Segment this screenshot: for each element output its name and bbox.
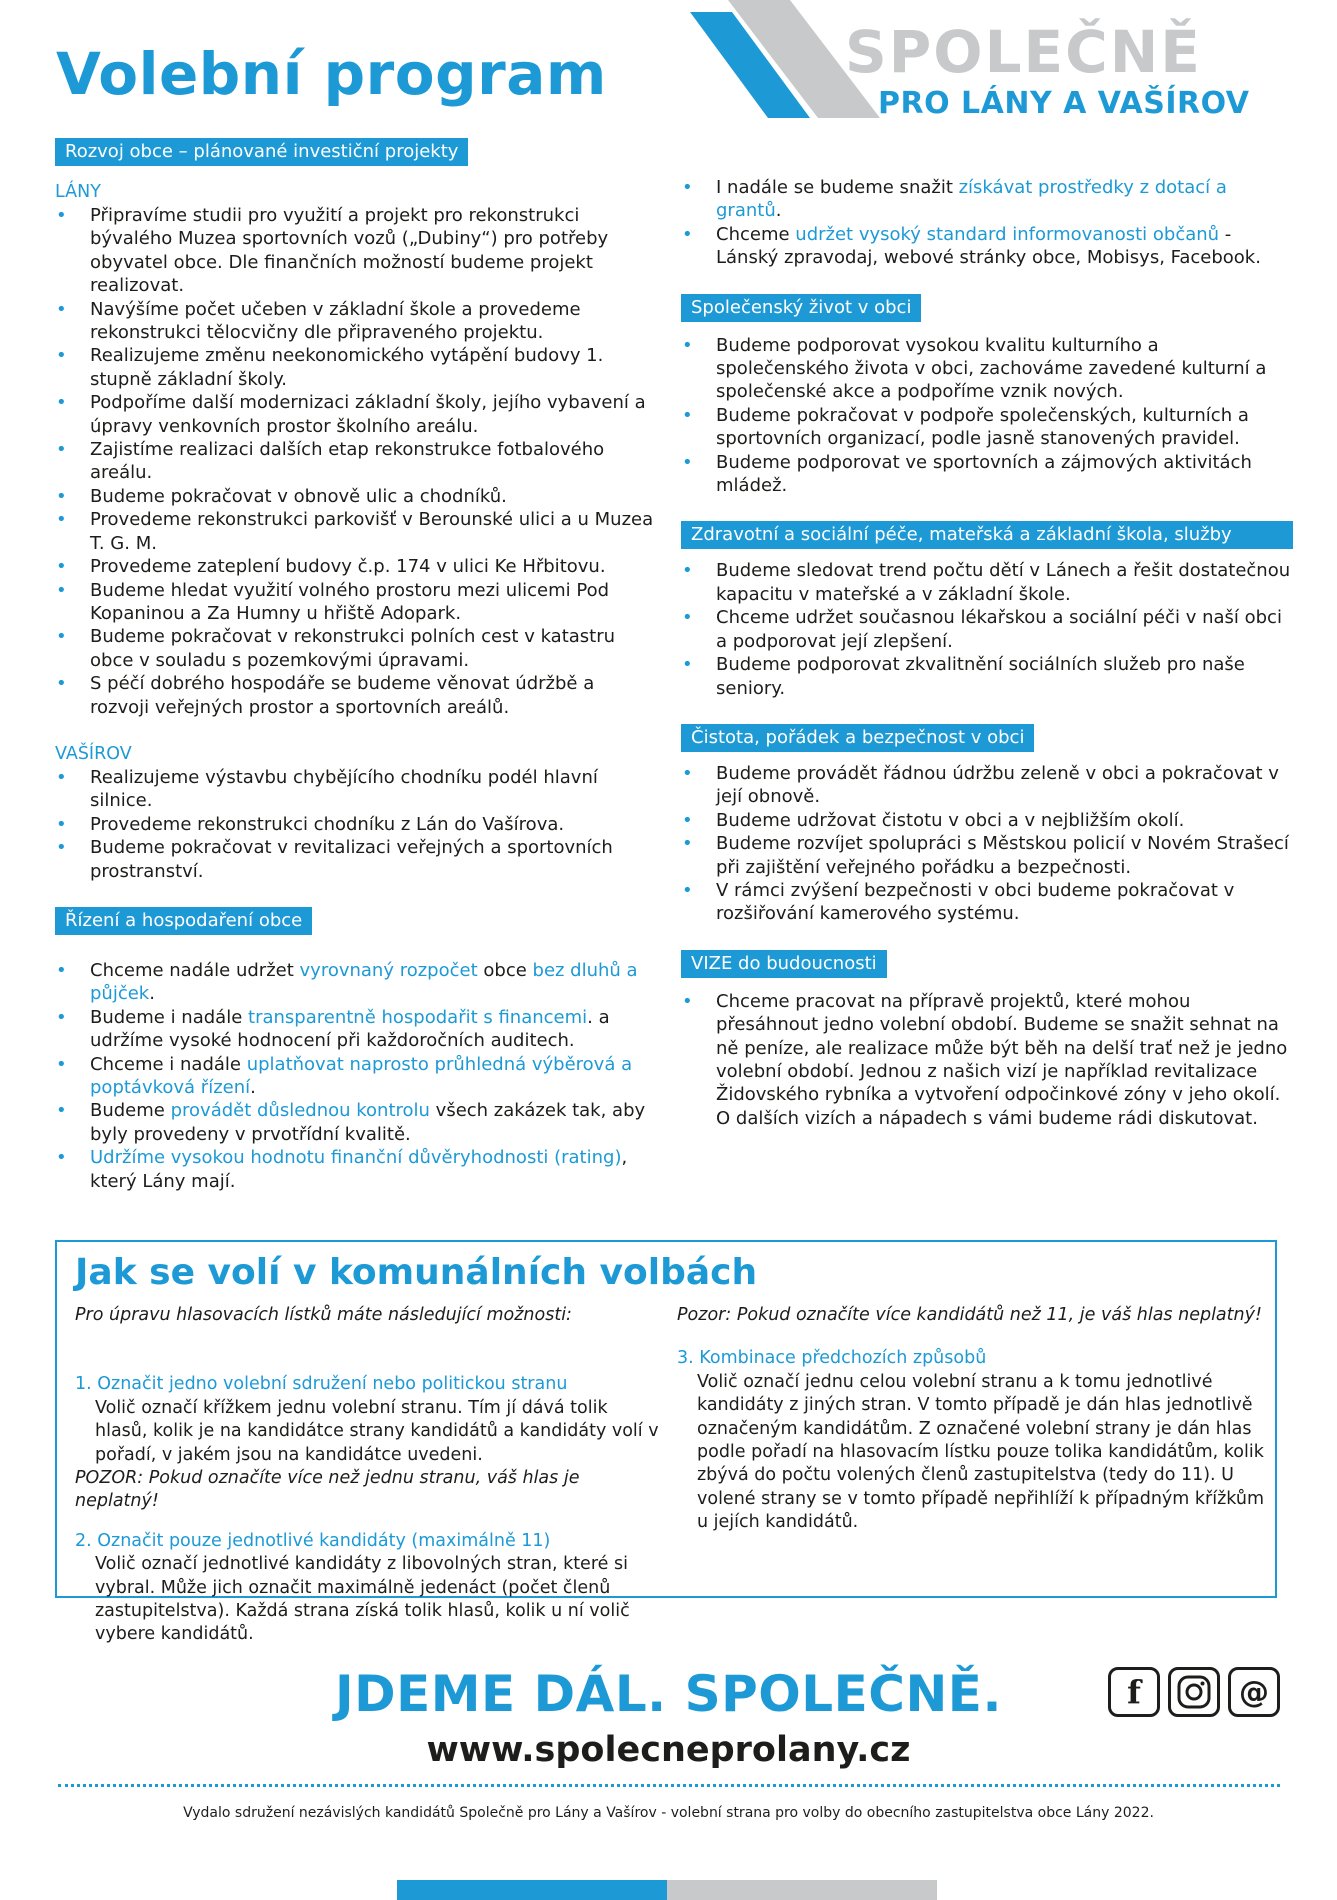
vision-list [681,990,1293,1130]
voting-box-left-column [75,1304,665,1647]
list-item: • Budeme pokračovat v rekonstrukci polních cest v katastru obce v souladu s pozemkovými úpravami. [55,625,655,672]
logo-text-sub: PRO LÁNY A VAŠÍROV [878,86,1250,121]
list-item: • Budeme provádět řádnou údržbu zeleně v obci a pokračovat v její obnově. [681,762,1293,809]
list-item: • Provedeme zateplení budovy č.p. 174 v ulici Ke Hřbitovu. [55,555,655,578]
list-item: • Budeme pokračovat v revitalizaci veřejných a sportovních prostranství. [55,836,655,883]
option-1-warning: POZOR: Pokud označíte více než jednu stranu, váš hlas je neplatný! [75,1468,580,1512]
list-item: • Budeme hledat využití volného prostoru mezi ulicemi Pod Kopaninou a Za Humny u hřiště Adopark. [55,579,655,626]
list-item: • Budeme provádět důslednou kontrolu všech zakázek tak, aby byly provedeny v prvotřídní kvalitě. [55,1099,655,1146]
divider [58,1784,1280,1787]
voting-intro: Pro úpravu hlasovacích lístků máte následující možnosti: [75,1305,572,1325]
website-link[interactable]: www.spolecneprolany.cz [426,1730,911,1770]
list-item: • V rámci zvýšení bezpečnosti v obci budeme pokračovat v rozšiřování kamerového systému. [681,879,1293,926]
option-3-text: Volič označí jednu celou volební stranu a k tomu jednotlivé kandidáty z jiných stran. V tomto případě je dán hlas jednotlivě označeným kandidátům. Z označené volební strany je dán hlas podle pořadí na hlasovacím lístku pouze tolika kandidátům, kolik zbývá do počtu volených členů zastupitelstva (tedy do 11). U volené strany se v tomto případě nepřihlíží k případným křížkům u jejích kandidátů. [697,1371,1264,1533]
voting-box-title: Jak se volí v komunálních volbách [75,1252,758,1293]
section-heading-health-care: Zdravotní a sociální péče, mateřská a základní škola, služby [681,521,1293,549]
slogan: JDEME DÁL. SPOLEČNĚ. [335,1665,1002,1723]
list-item: • Zajistíme realizaci dalších etap rekonstrukce fotbalového areálu. [55,438,655,485]
social-life-list [681,334,1293,498]
left-column [55,138,655,1193]
list-item: • Připravíme studii pro využití a projekt pro rekonstrukci bývalého Muzea sportovních vozů („Dubiny“) pro potřeby obyvatel obce. Dle finančních možností budeme projekt realizovat. [55,204,655,298]
location-label-lany: LÁNY [55,182,101,202]
list-item: • I nadále se budeme snažit získávat prostředky z dotací a grantů. [681,176,1293,223]
option-1-heading: 1. Označit jedno volební sdružení nebo politickou stranu [75,1374,568,1395]
list-item: • Budeme podporovat ve sportovních a zájmových aktivitách mládež. [681,451,1293,498]
voting-box-right-column [677,1304,1267,1535]
list-item: • Podpoříme další modernizaci základní školy, jejího vybavení a úpravy venkovních prostor školního areálu. [55,391,655,438]
list-item: • Budeme podporovat vysokou kvalitu kulturního a společenského života v obci, zachováme zavedené kulturní a společenské akce a podpoříme vznik nových. [681,334,1293,404]
option-1-text: Volič označí křížkem jednu volební stranu. Tím jí dává tolik hlasů, kolik je na kandidátce strany kandidátů a kandidáty volí v pořadí, v jakém jsou na kandidátce uvedeni. [95,1397,659,1465]
list-item: • Budeme sledovat trend počtu dětí v Lánech a řešit dostatečnou kapacitu v mateřské a v základní škole. [681,559,1293,606]
section-heading-management: Řízení a hospodaření obce [55,907,312,935]
page-title: Volební program [56,40,607,108]
list-item: • Chceme pracovat na přípravě projektů, které mohou přesáhnout jedno volební období. Budeme se snažit sehnat na ně peníze, ale realizace může být běh na delší trať než je jedno volební období. Jednou z našich vizí je například revitalizace Židovského rybníka a vytvoření odpočinkové zóny v jeho okolí. O dalších vizích a nápadech s vámi budeme rádi diskutovat. [681,990,1293,1130]
facebook-icon[interactable]: f [1108,1667,1160,1717]
logo-text-main: SPOLEČNĚ [845,18,1202,86]
section-heading-safety: Čistota, pořádek a bezpečnost v obci [681,724,1034,752]
management-list [55,959,655,1193]
location-label-vasirov: VAŠÍROV [55,743,132,764]
list-item: • Budeme pokračovat v podpoře společenských, kulturních a sportovních organizací, podle jasně stanovených pravidel. [681,404,1293,451]
option-2-warning: Pozor: Pokud označíte více kandidátů než 11, je váš hlas neplatný! [677,1305,1262,1325]
option-2-heading: 2. Označit pouze jednotlivé kandidáty (maximálně 11) [75,1530,551,1551]
vasirov-project-list [55,766,655,883]
instagram-icon[interactable] [1168,1667,1220,1717]
option-2-text: Volič označí jednotlivé kandidáty z libovolných stran, které si vybral. Může jich označit maximálně jedenáct (počet členů zastupitelstva). Každá strana získá tolik hlasů, kolik u ní volič vybere kandidátů. [95,1554,630,1645]
health-care-list [681,559,1293,699]
list-item: • Navýšíme počet učeben v základní škole a provedeme rekonstrukci tělocvičny dle připraveného projektu. [55,298,655,345]
list-item: • Budeme pokračovat v obnově ulic a chodníků. [55,485,655,508]
voting-info-box [55,1240,1277,1645]
list-item: • Chceme udržet současnou lékařskou a sociální péči v naší obci a podporovat její zlepšení. [681,606,1293,653]
section-heading-social-life: Společenský život v obci [681,294,921,322]
list-item: • S péčí dobrého hospodáře se budeme věnovat údržbě a rozvoji veřejných prostor a sportovních areálů. [55,672,655,719]
footer-bar-blue [397,1880,667,1900]
logo [690,0,1290,140]
list-item: • Chceme udržet vysoký standard informovanosti občanů - Lánský zpravodaj, webové stránky obce, Mobisys, Facebook. [681,223,1293,270]
list-item: • Realizujeme změnu neekonomického vytápění budovy 1. stupně základní školy. [55,344,655,391]
section-heading-vision: VIZE do budoucnosti [681,950,887,978]
right-column [681,176,1293,1130]
option-3-heading: 3. Kombinace předchozích způsobů [677,1348,987,1369]
social-icons [1108,1667,1280,1717]
list-item: • Provedeme rekonstrukci parkovišť v Berounské ulici a u Muzea T. G. M. [55,508,655,555]
list-item: • Budeme udržovat čistotu v obci a v nejbližším okolí. [681,809,1293,832]
list-item: • Chceme nadále udržet vyrovnaný rozpočet obce bez dluhů a půjček. [55,959,655,1006]
section-heading-development: Rozvoj obce – plánované investiční projekty [55,138,468,166]
list-item: • Udržíme vysokou hodnotu finanční důvěryhodnosti (rating), který Lány mají. [55,1146,655,1193]
email-icon[interactable]: @ [1228,1667,1280,1717]
lany-project-list [55,204,655,719]
list-item: • Chceme i nadále uplatňovat naprosto průhledná výběrová a poptávková řízení. [55,1053,655,1100]
list-item: • Budeme rozvíjet spolupráci s Městskou policií v Novém Strašecí při zajištění veřejného pořádku a bezpečnosti. [681,832,1293,879]
list-item: • Budeme podporovat zkvalitnění sociálních služeb pro naše seniory. [681,653,1293,700]
management-list-continued [681,176,1293,270]
safety-list [681,762,1293,926]
footer-bar-grey [667,1880,937,1900]
list-item: • Realizujeme výstavbu chybějícího chodníku podél hlavní silnice. [55,766,655,813]
publisher-footer: Vydalo sdružení nezávislých kandidátů Společně pro Lány a Vašírov - volební strana pro volby do obecního zastupitelstva obce Lány 2022. [183,1805,1154,1821]
list-item: • Budeme i nadále transparentně hospodařit s financemi. a udržíme vysoké hodnocení při každoročních auditech. [55,1006,655,1053]
list-item: • Provedeme rekonstrukci chodníku z Lán do Vašírova. [55,813,655,836]
